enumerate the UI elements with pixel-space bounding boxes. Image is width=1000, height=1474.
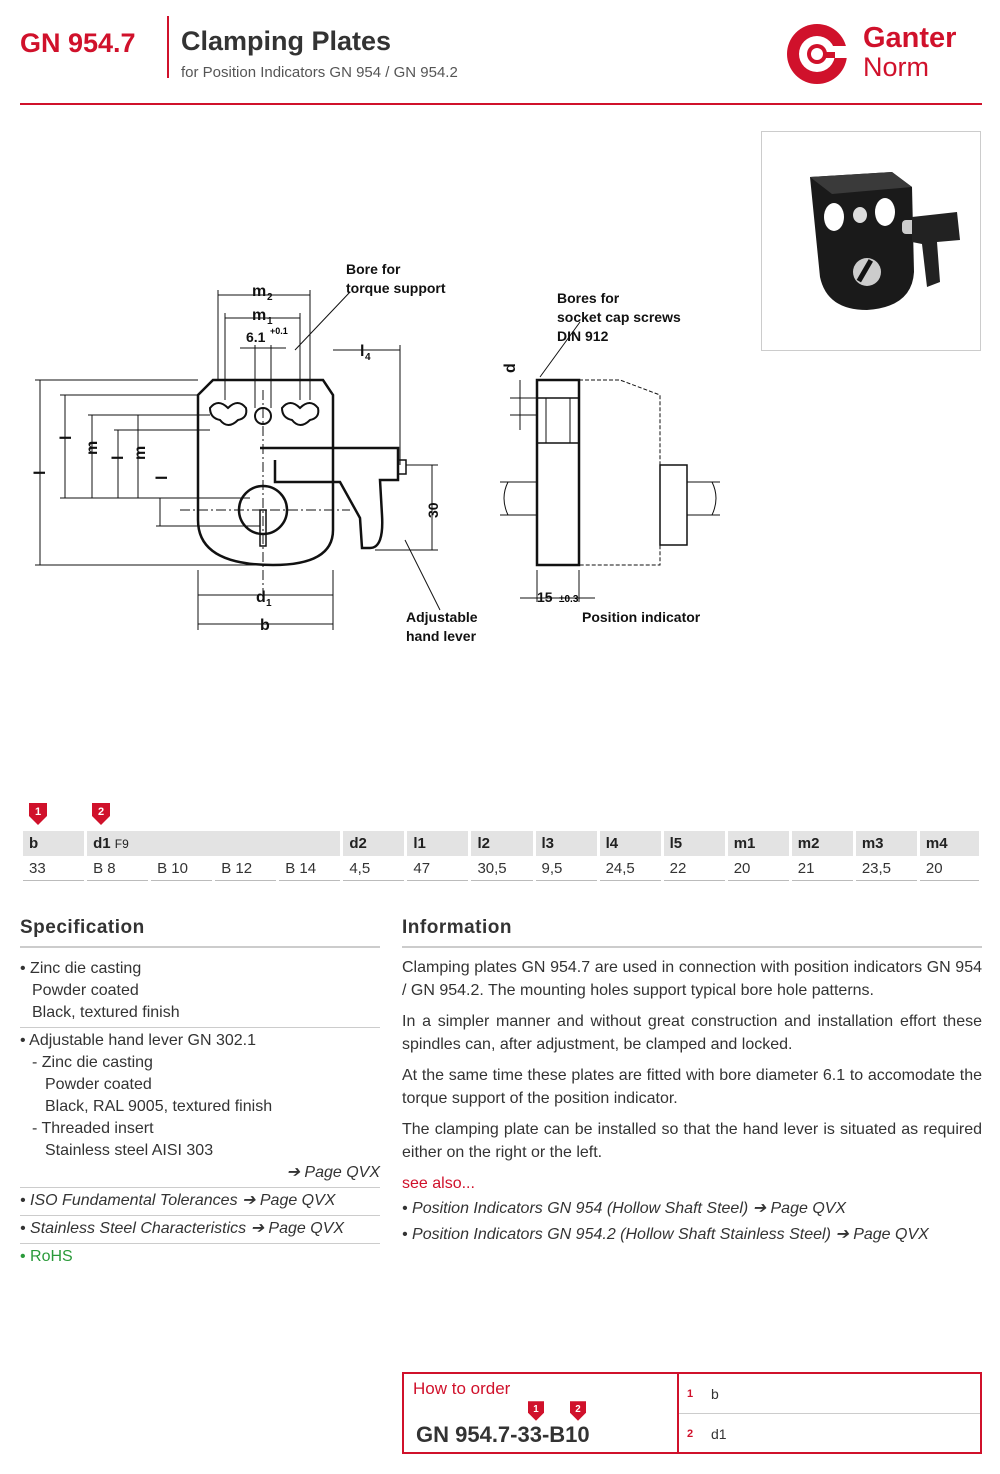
svg-text:d: d — [256, 589, 266, 606]
cell-d2: 4,5 — [343, 856, 404, 881]
order-key-1: 1 — [687, 1388, 694, 1400]
cell-b: 33 — [23, 856, 84, 881]
cell-l1: 47 — [407, 856, 468, 881]
see-also-link-gn954[interactable]: • Position Indicators GN 954 (Hollow Shaft Steel) ➔ Page QVX — [402, 1200, 847, 1217]
col-d1: d1 F9 — [87, 831, 340, 856]
spec-item-material: • Zinc die casting Powder coated Black, textured finish — [20, 956, 380, 1028]
cell-d1-b14: B 14 — [279, 856, 340, 881]
cell-l3: 9,5 — [536, 856, 597, 881]
svg-text:2: 2 — [97, 806, 105, 818]
svg-text:l: l — [110, 455, 127, 460]
info-paragraph: The clamping plate can be installed so that the hand lever is situated as required either on the right or the left. — [402, 1121, 982, 1161]
drawing-svg — [20, 250, 740, 660]
order-marker-1-icon — [528, 1401, 544, 1421]
order-value-2: d1 — [711, 1426, 727, 1442]
label-hand-lever-2: hand lever — [406, 628, 477, 644]
page-link[interactable]: ➔ Page QVX — [286, 1164, 380, 1181]
label-dim-61-tol: +0.1 — [270, 326, 288, 336]
info-paragraph: In a simpler manner and without great construction and installation effort these spindles can, after adjustment, be clamped and locked. — [402, 1013, 982, 1053]
header-divider — [167, 16, 169, 78]
cell-l4: 24,5 — [600, 856, 661, 881]
col-m4: m4 — [920, 831, 979, 856]
col-l5: l5 — [664, 831, 725, 856]
col-m2: m2 — [792, 831, 853, 856]
svg-text:m: m — [252, 283, 267, 300]
dimensions-table — [20, 831, 982, 881]
cell-m4: 20 — [920, 856, 979, 881]
svg-text:l: l — [32, 470, 49, 475]
svg-text:1: 1 — [267, 316, 273, 327]
product-code: GN 954.7 — [20, 28, 136, 58]
svg-text:1: 1 — [34, 806, 42, 818]
order-row-divider — [679, 1413, 980, 1414]
col-l1: l1 — [407, 831, 468, 856]
label-dim-30: 30 — [425, 502, 441, 518]
label-dim-61: 6.1 — [246, 329, 266, 345]
how-to-order-title: How to order — [413, 1379, 511, 1398]
cell-d1-b8: B 8 — [87, 856, 148, 881]
order-key-2: 2 — [687, 1428, 694, 1440]
page-subtitle: for Position Indicators GN 954 / GN 954.2 — [181, 64, 458, 81]
cell-d1-b12: B 12 — [215, 856, 276, 881]
cell-m3: 23,5 — [856, 856, 917, 881]
svg-text:2: 2 — [575, 1403, 581, 1415]
cell-m1: 20 — [728, 856, 789, 881]
svg-text:l: l — [58, 435, 75, 440]
logo-mark-icon — [785, 22, 855, 86]
logo-text-ganter: Ganter — [863, 22, 957, 54]
clamping-plate-photo-icon — [762, 132, 980, 350]
specification-list — [20, 956, 380, 1271]
svg-text:b: b — [260, 617, 270, 634]
order-value-1: b — [711, 1386, 719, 1402]
information-text — [402, 956, 982, 1249]
see-also-heading: see also... — [402, 1175, 475, 1192]
svg-text:d: d — [502, 363, 519, 373]
col-l3: l3 — [536, 831, 597, 856]
order-code: GN 954.7-33-B10 — [416, 1422, 590, 1447]
information-rule — [402, 946, 982, 948]
svg-text:1: 1 — [533, 1403, 539, 1415]
svg-text:1: 1 — [266, 598, 272, 609]
label-position-indicator: Position indicator — [582, 609, 701, 625]
label-bores-screws-1: Bores for — [557, 290, 620, 306]
cell-l2: 30,5 — [471, 856, 532, 881]
table-header-row — [23, 831, 979, 856]
information-title: Information — [402, 917, 512, 938]
cell-m2: 21 — [792, 856, 853, 881]
marker-1-icon — [29, 803, 47, 825]
label-dim-15: 15 — [537, 589, 553, 605]
col-l2: l2 — [471, 831, 532, 856]
order-marker-2-icon — [570, 1401, 586, 1421]
technical-drawing — [20, 250, 740, 660]
specification-title: Specification — [20, 917, 145, 938]
col-l4: l4 — [600, 831, 661, 856]
how-to-order-box — [402, 1372, 982, 1454]
spec-link-iso-tolerances[interactable]: • ISO Fundamental Tolerances ➔ Page QVX — [20, 1188, 380, 1216]
label-hand-lever-1: Adjustable — [406, 609, 478, 625]
header-rule — [20, 103, 982, 105]
page-title: Clamping Plates — [181, 26, 392, 56]
spec-rohs: • RoHS — [20, 1248, 73, 1265]
table-row — [23, 856, 979, 881]
specification-rule — [20, 946, 380, 948]
svg-text:m: m — [84, 440, 101, 455]
cell-l5: 22 — [664, 856, 725, 881]
info-paragraph: At the same time these plates are fitted with bore diameter 6.1 to accomodate the torque support of the position indicator. — [402, 1067, 982, 1107]
label-dim-15-tol: ±0.3 — [559, 594, 579, 605]
svg-text:4: 4 — [365, 352, 371, 363]
col-m3: m3 — [856, 831, 917, 856]
see-also-link-gn9542[interactable]: • Position Indicators GN 954.2 (Hollow Shaft Stainless Steel) ➔ Page QVX — [402, 1226, 929, 1243]
svg-text:l: l — [360, 343, 365, 360]
product-photo — [761, 131, 981, 351]
info-paragraph: Clamping plates GN 954.7 are used in connection with position indicators GN 954 / GN 954.2. The mounting holes support typical bore hole patterns. — [402, 959, 982, 999]
label-bores-screws-3: DIN 912 — [557, 328, 609, 344]
svg-text:m: m — [132, 445, 149, 460]
svg-text:2: 2 — [267, 292, 273, 303]
marker-2-icon — [92, 803, 110, 825]
svg-text:l: l — [154, 475, 171, 480]
logo-text-norm: Norm — [863, 52, 929, 82]
ganter-norm-logo — [785, 22, 985, 86]
col-d2: d2 — [343, 831, 404, 856]
spec-item-hand-lever: • Adjustable hand lever GN 302.1 - Zinc die casting Powder coated Black, RAL 9005, textured finish - Threaded insert Stainless steel AISI 303 ➔ Page QVX — [20, 1028, 380, 1188]
label-bores-screws-2: socket cap screws — [557, 309, 681, 325]
label-bore-torque-1: Bore for — [346, 261, 401, 277]
cell-d1-b10: B 10 — [151, 856, 212, 881]
label-bore-torque-2: torque support — [346, 280, 446, 296]
col-m1: m1 — [728, 831, 789, 856]
col-b: b — [23, 831, 84, 856]
svg-text:m: m — [252, 307, 267, 324]
spec-link-stainless-steel[interactable]: • Stainless Steel Characteristics ➔ Page QVX — [20, 1216, 380, 1244]
